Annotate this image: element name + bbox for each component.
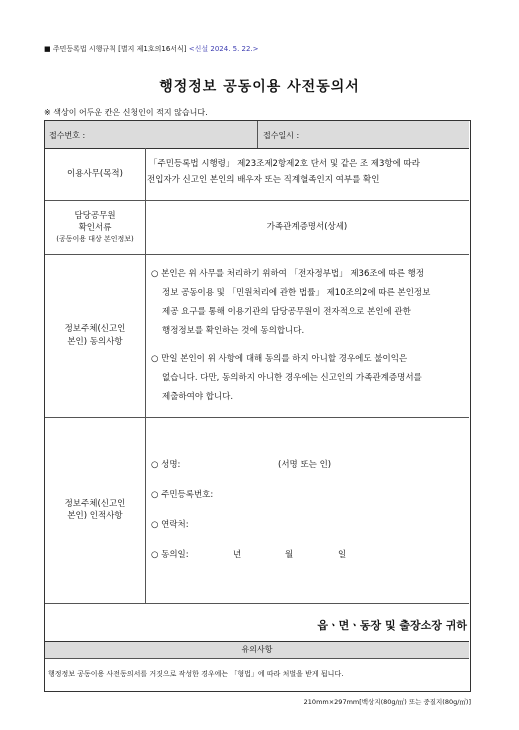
personal-label-1: 정보주체(신고인	[64, 498, 126, 509]
signature-label: (서명 또는 인)	[278, 460, 332, 470]
receipt-number-label: 접수번호 :	[49, 131, 86, 140]
consent-p1-l3: 제공 요구를 통해 이용기관의 담당공무원이 전자적으로 본인에 관한	[162, 307, 411, 317]
consent-p1-l4: 행정정보를 확인하는 것에 동의합니다.	[162, 326, 305, 336]
personal-label-2: 본인) 인적사항	[67, 511, 123, 521]
consent-date-label: ○ 동의일:	[151, 550, 189, 560]
usage-line-2: 전입자가 신고인 본인의 배우자 또는 직계혈족인지 여부를 확인	[147, 175, 380, 185]
consent-date-year: 년	[233, 550, 242, 560]
officer-docs-label-2: 확인서류	[78, 222, 112, 233]
consent-p2-l1: ○ 만일 본인이 위 사항에 대해 동의를 하지 아니할 경우에도 불이익은	[151, 354, 408, 364]
instruction-note: ※ 색상이 어두운 칸은 신청인이 적지 않습니다.	[44, 108, 208, 117]
receipt-date-label: 접수일시 :	[263, 131, 300, 140]
consent-date-day: 일	[338, 550, 347, 560]
form-id: ■ 주민등록법 시행규칙 [별지 제1호의16서식]	[44, 45, 187, 53]
consent-label-2: 본인) 동의사항	[67, 336, 123, 347]
contact-field-label: ○ 연락처:	[151, 520, 189, 530]
usage-label: 이용사무(목적)	[67, 168, 123, 179]
officer-docs-label	[45, 200, 145, 254]
consent-label-1: 정보주체(신고인	[64, 324, 126, 335]
consent-p2-l2: 없습니다. 다만, 동의하지 아니한 경우에는 신고인의 가족관계증명서를	[162, 373, 422, 383]
consent-p1-l1: ○ 본인은 위 사무를 처리하기 위하여 「전자정부법」 제36조에 따른 행정	[151, 269, 425, 279]
officer-docs-value: 가족관계증명서(상세)	[266, 221, 348, 232]
form-id-header	[44, 44, 259, 54]
consent-p1-l2: 정보 공동이용 및 「민원처리에 관한 법률」 제10조의2에 따른 본인정보	[162, 288, 431, 298]
paper-spec-footer: 210mm×297mm[백상지(80g/㎡) 또는 중질지(80g/㎡)]	[303, 698, 471, 706]
personal-label	[45, 417, 145, 603]
consent-p2-l3: 제출하여야 합니다.	[162, 392, 234, 402]
caution-text: 행정정보 공동이용 사전동의서를 거짓으로 작성한 경우에는 「형법」에 따라 처벌을 받게 됩니다.	[48, 670, 344, 678]
rrn-field-label: ○ 주민등록번호:	[151, 490, 214, 500]
officer-docs-label-1: 담당공무원	[74, 210, 116, 221]
document-title: 행정정보 공동이용 사전동의서	[159, 79, 360, 95]
caution-heading: 유의사항	[45, 642, 469, 658]
addressee: 읍ㆍ면ㆍ동장 및 출장소장 귀하	[317, 619, 467, 632]
revision-date: <신설 2024. 5. 22.>	[188, 45, 259, 53]
officer-docs-label-3: (공동이용 대상 본인정보)	[56, 235, 134, 244]
consent-label	[45, 254, 145, 417]
consent-date-month: 월	[285, 550, 294, 560]
name-field-label: ○ 성명:	[151, 460, 181, 470]
form-table	[44, 120, 471, 692]
usage-line-1: 「주민등록법 시행령」 제23조제2항제2호 단서 및 같은 조 제3항에 따라	[149, 159, 420, 169]
